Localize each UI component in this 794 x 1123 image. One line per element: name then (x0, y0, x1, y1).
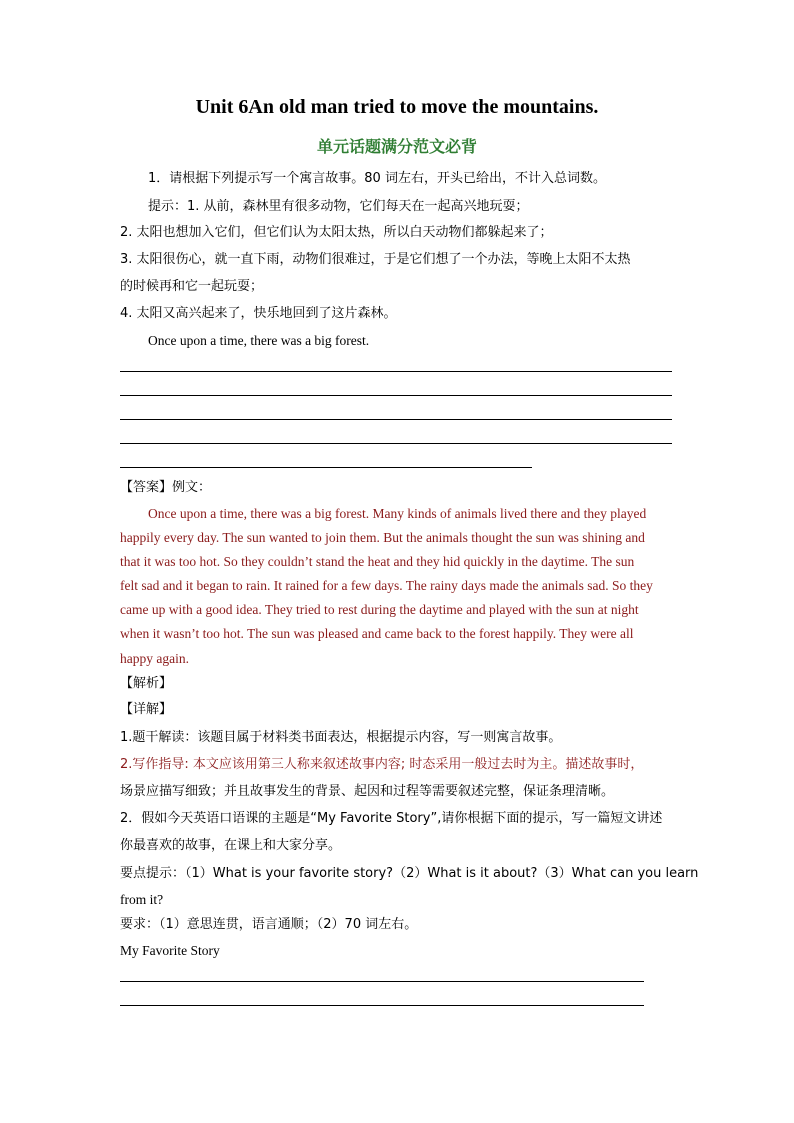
q1-story-start: Once upon a time, there was a big forest. (148, 333, 370, 348)
section-subtitle: 单元话题满分范文必背 (316, 137, 477, 156)
unit-title: Unit 6An old man tried to move the mountains. (195, 96, 599, 118)
q2-prompt-b: 你最喜欢的故事，在课上和大家分享。 (120, 838, 342, 853)
answer-text-line: Once upon a time, there was a big forest. Many kinds of animals lived there and they played (148, 506, 647, 521)
answer-line (120, 467, 532, 468)
answer-text-line: happily every day. The sun wanted to join them. But the animals thought the sun was shining and (120, 530, 645, 545)
answer-line (120, 371, 672, 372)
detail-1: 1.题干解读：该题目属于材料类书面表达，根据提示内容，写一则寓言故事。 (120, 730, 562, 745)
q2-points-a: 要点提示：（1）What is your favorite story?（2）What is it about?（3）What can you learn (120, 866, 699, 881)
q1-hint-1: 提示：1. 从前，森林里有很多动物，它们每天在一起高兴地玩耍； (148, 199, 529, 214)
answer-line (120, 981, 644, 982)
detail-2a: 2.写作指导: 本文应该用第三人称来叙述故事内容; 时态采用一般过去时为主。描述故事时， (120, 757, 644, 772)
answer-line (120, 419, 672, 420)
q1-hint-4: 4. 太阳又高兴起来了，快乐地回到了这片森林。 (120, 306, 397, 321)
q1-hint-3a: 3. 太阳很伤心，就一直下雨，动物们很难过，于是它们想了一个办法，等晚上太阳不太热 (120, 252, 631, 267)
answer-text-line: that it was too hot. So they couldn’t stand the heat and they hid quickly in the daytime. The sun (120, 554, 635, 569)
answer-text-line: when it wasn’t too hot. The sun was pleased and came back to the forest happily. They were all (120, 626, 634, 641)
q1-prompt: 1．请根据下列提示写一个寓言故事。80 词左右，开头已给出，不计入总词数。 (148, 171, 606, 186)
answer-text-line: came up with a good idea. They tried to rest during the daytime and played with the sun at night (120, 602, 639, 617)
q2-requirements: 要求：（1）意思连贯，语言通顺；（2）70 词左右。 (120, 917, 418, 932)
q2-prompt-a: 2．假如今天英语口语课的主题是“My Favorite Story”,请你根据下面的提示，写一篇短文讲述 (120, 811, 663, 826)
answer-line (120, 1005, 644, 1006)
detail-2b: 场景应描写细致；并且故事发生的背景、起因和过程等需要叙述完整，保证条理清晰。 (120, 784, 615, 799)
q1-hint-3b: 的时候再和它一起玩耍； (120, 279, 264, 294)
answer-text-line: felt sad and it began to rain. It rained for a few days. The rainy days made the animals sad. So they (120, 578, 653, 593)
answer-text-line: happy again. (120, 651, 189, 666)
analysis-label: 【解析】 (120, 676, 173, 691)
q2-points-b: from it? (120, 892, 164, 907)
q1-hint-2: 2. 太阳也想加入它们，但它们认为太阳太热，所以白天动物们都躲起来了； (120, 225, 553, 240)
answer-line (120, 443, 672, 444)
q2-story-start: My Favorite Story (120, 943, 220, 958)
answer-line (120, 395, 672, 396)
detail-label: 【详解】 (120, 702, 173, 717)
answer-label: 【答案】例文： (120, 480, 212, 495)
